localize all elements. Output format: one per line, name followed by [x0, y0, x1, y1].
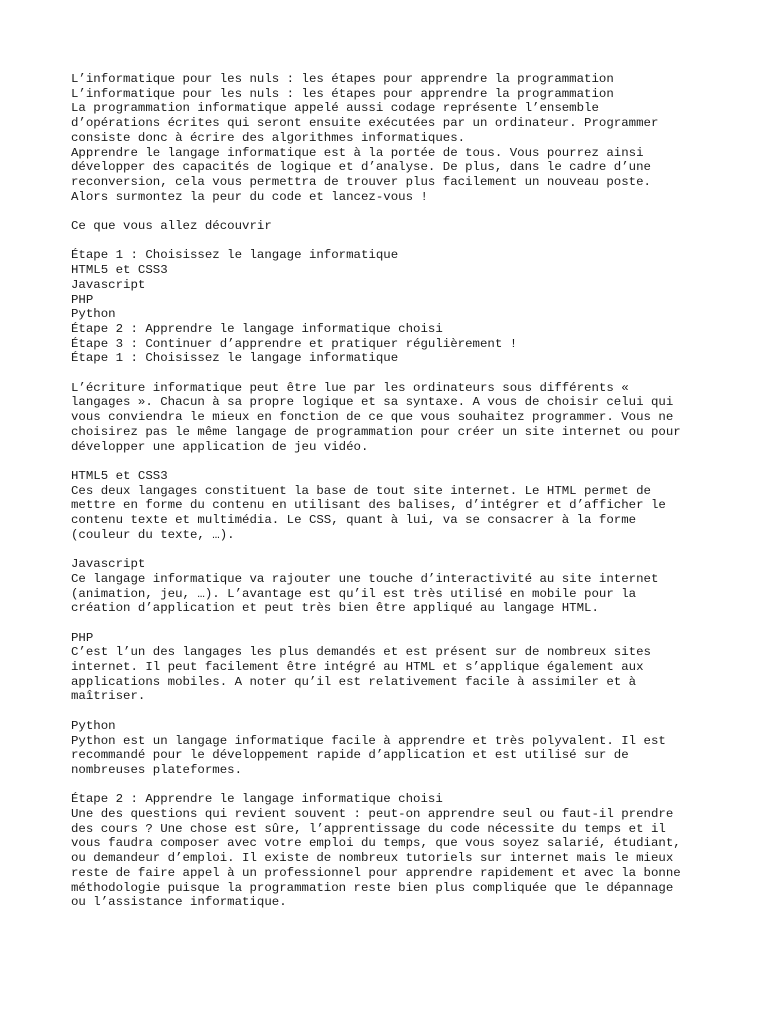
blank-line [71, 704, 711, 719]
text-line: vous conviendra le mieux en fonction de ce que vous souhaitez programmer. Vous ne [71, 410, 674, 425]
text-line: reconversion, cela vous permettra de trouver plus facilement un nouveau poste. [71, 174, 651, 189]
text-line: PHP [71, 292, 94, 307]
text-line: Apprendre le langage informatique est à la portée de tous. Vous pourrez ainsi [71, 145, 644, 160]
text-line: Python [71, 718, 116, 733]
blank-line [71, 778, 711, 793]
text-line: Python [71, 307, 116, 322]
text-line: reste de faire appel à un professionnel pour apprendre rapidement et avec la bonne [71, 865, 681, 880]
text-line: Javascript [71, 557, 146, 572]
blank-line [71, 542, 711, 557]
text-line: ou demandeur d’emploi. Il existe de nombreux tutoriels sur internet mais le mieux [71, 851, 674, 866]
text-line: des cours ? Une chose est sûre, l’apprentissage du code nécessite du temps et il [71, 821, 666, 836]
text-line: Étape 3 : Continuer d’apprendre et pratiquer régulièrement ! [71, 336, 518, 351]
text-line: Ce que vous allez découvrir [71, 219, 272, 234]
text-line: contenu texte et multimédia. Le CSS, quant à lui, va se consacrer à la forme [71, 513, 637, 528]
text-line: L’informatique pour les nuls : les étapes pour apprendre la programmation [71, 72, 614, 86]
text-line: Étape 1 : Choisissez le langage informatique [71, 351, 399, 366]
text-line: développer des capacités de logique et d’analyse. De plus, dans le cadre d’une [71, 160, 651, 175]
text-line: Python est un langage informatique facile à apprendre et très polyvalent. Il est [71, 733, 666, 748]
text-line: langages ». Chacun à sa propre logique et sa syntaxe. A vous de choisir celui qui [71, 395, 674, 410]
text-line: méthodologie puisque la programmation reste bien plus compliquée que le dépannage [71, 880, 674, 895]
text-line: Étape 2 : Apprendre le langage informatique choisi [71, 321, 443, 336]
text-line: Ces deux langages constituent la base de tout site internet. Le HTML permet de [71, 483, 651, 498]
text-line: Étape 2 : Apprendre le langage informatique choisi [71, 792, 443, 807]
text-line: développer une application de jeu vidéo. [71, 439, 369, 454]
text-line: maîtriser. [71, 689, 146, 704]
text-line: nombreuses plateformes. [71, 762, 243, 777]
text-line: internet. Il peut facilement être intégré au HTML et s’applique également aux [71, 660, 644, 675]
text-line: Étape 1 : Choisissez le langage informatique [71, 248, 399, 263]
text-line: C’est l’un des langages les plus demandés et est présent sur de nombreux sites [71, 645, 651, 660]
blank-line [71, 234, 711, 249]
text-line: (couleur du texte, …). [71, 527, 235, 542]
text-line: HTML5 et CSS3 [71, 263, 168, 278]
text-line: ou l’assistance informatique. [71, 895, 287, 910]
text-line: choisirez pas le même langage de programmation pour créer un site internet ou pour [71, 424, 681, 439]
blank-line [71, 366, 711, 381]
text-line: Javascript [71, 277, 146, 292]
text-line: d’opérations écrites qui seront ensuite exécutées par un ordinateur. Programmer [71, 116, 659, 131]
text-line: Une des questions qui revient souvent : peut-on apprendre seul ou faut-il prendre [71, 807, 674, 822]
blank-line [71, 204, 711, 219]
text-line: Ce langage informatique va rajouter une touche d’interactivité au site internet [71, 571, 659, 586]
text-line: L’informatique pour les nuls : les étapes pour apprendre la programmation [71, 86, 614, 101]
text-line: consiste donc à écrire des algorithmes informatiques. [71, 130, 466, 145]
text-line: L’écriture informatique peut être lue par les ordinateurs sous différents « [71, 380, 629, 395]
text-line: recommandé pour le développement rapide d’application et est utilisé sur de [71, 748, 629, 763]
text-line: PHP [71, 630, 94, 645]
text-line: La programmation informatique appelé aussi codage représente l’ensemble [71, 101, 599, 116]
text-line: applications mobiles. A noter qu’il est relativement facile à assimiler et à [71, 674, 637, 689]
text-line: Alors surmontez la peur du code et lancez-vous ! [71, 189, 428, 204]
text-line: HTML5 et CSS3 [71, 468, 168, 483]
text-line: création d’application et peut très bien être appliqué au langage HTML. [71, 601, 599, 616]
document-text [71, 72, 711, 910]
text-line: vous faudra composer avec votre emploi du temps, que vous soyez salarié, étudiant, [71, 836, 681, 851]
text-line: mettre en forme du contenu en utilisant des balises, d’intégrer et d’afficher le [71, 498, 666, 513]
text-line: (animation, jeu, …). L’avantage est qu’il est très utilisé en mobile pour la [71, 586, 637, 601]
blank-line [71, 454, 711, 469]
document-page [71, 72, 711, 910]
blank-line [71, 616, 711, 631]
